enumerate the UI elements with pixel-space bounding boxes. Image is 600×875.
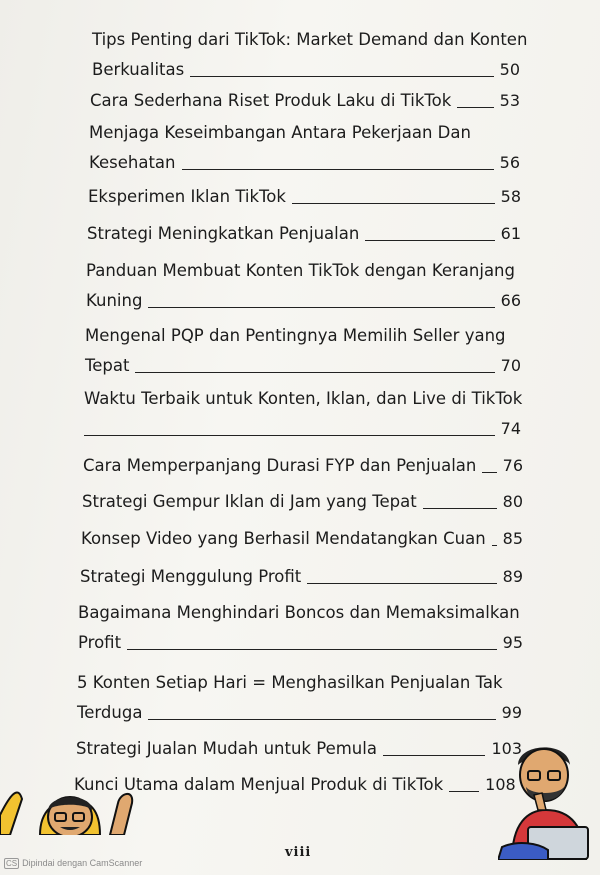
- toc-entry: [74, 770, 522, 800]
- cartoon-man-cheering-illustration: [0, 775, 140, 835]
- toc-entry: [89, 118, 520, 178]
- toc-leader: [84, 435, 495, 436]
- toc-entry: [78, 598, 523, 658]
- toc-page-number: 85: [502, 529, 523, 548]
- toc-page-number: 66: [500, 291, 521, 310]
- toc-page-number: 56: [499, 153, 520, 172]
- toc-entry-title: Kunci Utama dalam Menjual Produk di TikTok: [74, 775, 444, 794]
- toc-entry: [88, 182, 521, 212]
- toc-page-number: 74: [500, 419, 521, 438]
- toc-leader: [457, 107, 493, 108]
- toc-entry-title: Cara Memperpanjang Durasi FYP dan Penjualan: [83, 456, 477, 475]
- toc-entry: [80, 562, 523, 592]
- toc-entry: [85, 321, 521, 381]
- toc-page-number: 50: [499, 60, 520, 79]
- toc-entry: [77, 668, 522, 728]
- toc-entry-title: Strategi Meningkatkan Penjualan: [87, 224, 360, 243]
- toc-entry-title: Menjaga Keseimbangan Antara Pekerjaan Dan: [89, 123, 471, 142]
- toc-page-number: 53: [499, 91, 520, 110]
- toc-entry-title-cont: Tepat: [85, 356, 130, 375]
- scanner-watermark: [4, 858, 142, 869]
- toc-entry: [81, 524, 523, 554]
- toc-entry-title: Bagaimana Menghindari Boncos dan Memaksimalkan: [78, 603, 520, 622]
- toc-entry-title: Tips Penting dari TikTok: Market Demand dan Konten: [92, 30, 528, 49]
- toc-entry: [92, 25, 528, 85]
- toc-entry-title: Konsep Video yang Berhasil Mendatangkan Cuan: [81, 529, 486, 548]
- toc-page-number: 70: [500, 356, 521, 375]
- toc-entry-title-cont: Profit: [78, 633, 122, 652]
- toc-leader: [383, 755, 485, 756]
- toc-entry-title: Waktu Terbaik untuk Konten, Iklan, dan Live di TikTok: [84, 389, 523, 408]
- toc-leader: [292, 203, 495, 204]
- toc-leader: [449, 791, 479, 792]
- toc-entry-title-cont: Berkualitas: [92, 60, 185, 79]
- toc-leader: [135, 372, 494, 373]
- camscanner-logo-icon: CS: [6, 859, 18, 868]
- toc-entry-title-cont: Kuning: [86, 291, 143, 310]
- toc-entry-title: Eksperimen Iklan TikTok: [88, 187, 286, 206]
- toc-leader: [182, 169, 494, 170]
- toc-entry-title: 5 Konten Setiap Hari = Menghasilkan Penjualan Tak: [77, 673, 503, 692]
- toc-entry-title: Strategi Menggulung Profit: [80, 567, 302, 586]
- toc-entry: [90, 86, 520, 116]
- cartoon-man-laptop-illustration: [498, 735, 598, 860]
- toc-entry-title: Strategi Jualan Mudah untuk Pemula: [76, 739, 377, 758]
- toc-page-number: 99: [501, 703, 522, 722]
- toc-entry: [84, 384, 521, 444]
- toc-entry: [76, 734, 522, 764]
- page-number: viii: [285, 845, 312, 860]
- toc-entry-title: Strategi Gempur Iklan di Jam yang Tepat: [82, 492, 417, 511]
- toc-page-number: 80: [502, 492, 523, 511]
- toc-entry-title: Panduan Membuat Konten TikTok dengan Keranjang: [86, 261, 515, 280]
- toc-leader: [148, 307, 494, 308]
- scanner-text: Dipindai dengan CamScanner: [22, 858, 143, 868]
- toc-entry: [86, 256, 521, 316]
- toc-entry-title: Cara Sederhana Riset Produk Laku di TikTok: [90, 91, 452, 110]
- toc-page-number: 89: [502, 567, 523, 586]
- toc-leader: [307, 583, 496, 584]
- toc-entry: [82, 487, 523, 517]
- toc-page-number: 95: [502, 633, 523, 652]
- toc-leader: [148, 719, 495, 720]
- toc-page-number: 76: [502, 456, 523, 475]
- toc-leader: [190, 76, 493, 77]
- toc-leader: [127, 649, 497, 650]
- toc-leader: [423, 508, 497, 509]
- toc-page-number: 103: [491, 739, 522, 758]
- toc-page-number: 58: [500, 187, 521, 206]
- toc-entry-title-cont: Terduga: [77, 703, 143, 722]
- toc-leader: [482, 472, 496, 473]
- toc-leader: [365, 240, 494, 241]
- toc-page-number: 108: [485, 775, 516, 794]
- toc-entry-title-cont: Kesehatan: [89, 153, 176, 172]
- toc-entry: [83, 451, 523, 481]
- toc-leader: [492, 545, 497, 546]
- toc-entry-title: Mengenal PQP dan Pentingnya Memilih Seller yang: [85, 326, 506, 345]
- toc-entry: [87, 219, 521, 249]
- toc-page-number: 61: [500, 224, 521, 243]
